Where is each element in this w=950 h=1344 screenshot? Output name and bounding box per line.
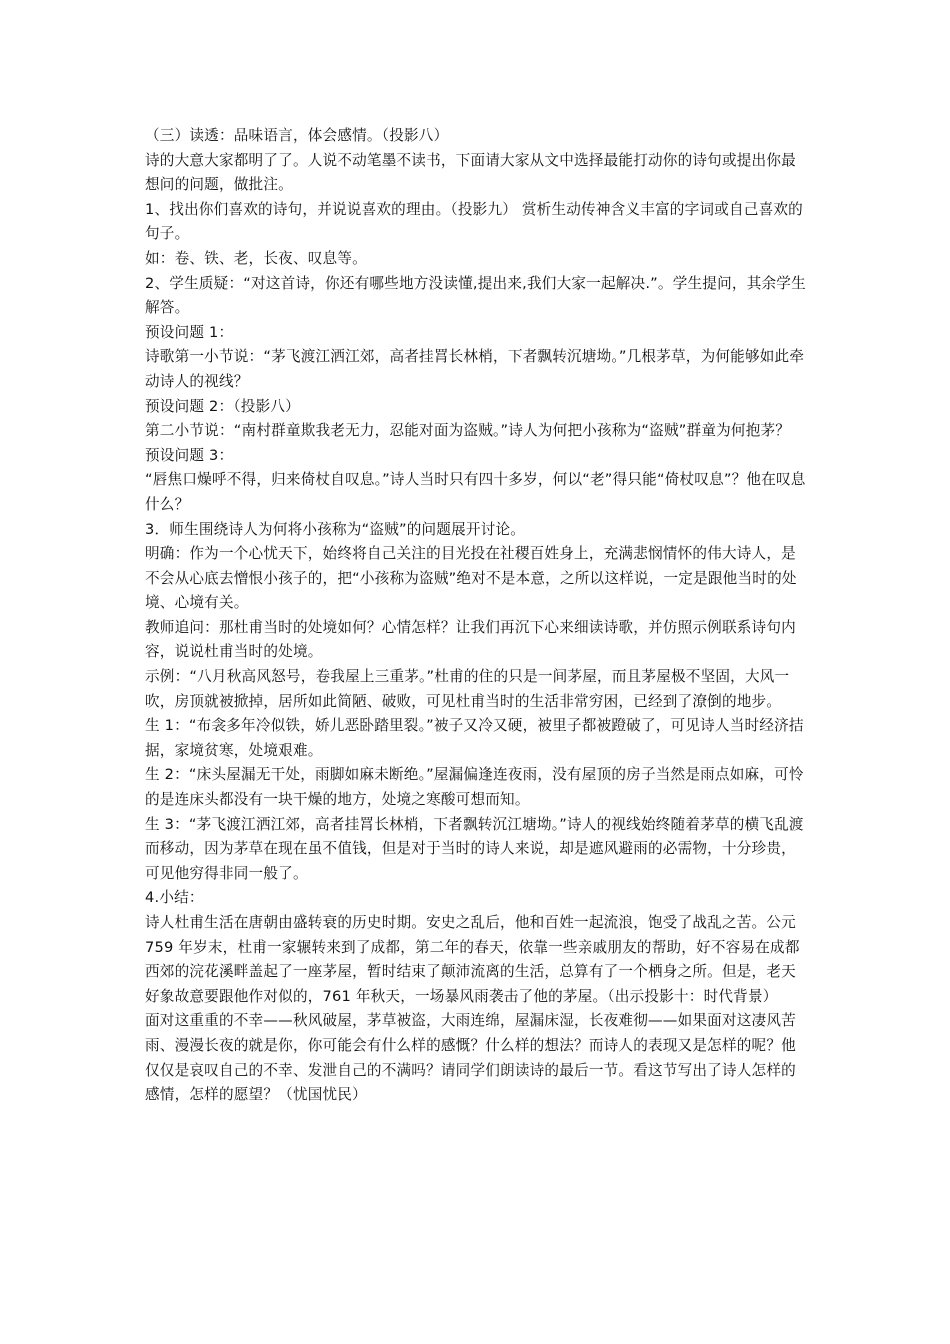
paragraph: 面对这重重的不幸——秋风破屋，茅草被盗，大雨连绵，屋漏床湿，长夜难彻——如果面对这凄风苦雨、漫漫长夜的就是你，你可能会有什么样的感慨？什么样的想法？而诗人的表现又是怎样的呢？他仅仅是哀叹自己的不幸、发泄自己的不满吗？请同学们朗读诗的最后一节。看这节写出了诗人怎样的感情，怎样的愿望？（忧国忧民） <box>145 1012 796 1104</box>
paragraph: 2、学生质疑：“对这首诗，你还有哪些地方没读懂,提出来,我们大家一起解决.”。学生提问，其余学生解答。 <box>145 274 806 317</box>
question-label: 预设问题 2：（投影八） <box>145 397 300 415</box>
section-heading: （三）读透：品味语言，体会感情。（投影八） <box>145 127 449 144</box>
summary-heading: 4.小结： <box>145 889 204 907</box>
paragraph: 如：卷、铁、老，长夜、叹息等。 <box>145 249 367 267</box>
paragraph: 诗人杜甫生活在唐朝由盛转衰的历史时期。安史之乱后，他和百姓一起流浪，饱受了战乱之苦。公元 759 年岁末，杜甫一家辗转来到了成都，第二年的春天，依靠一些亲戚朋友的帮助，好不容易在成都 <box>145 914 801 956</box>
paragraph: 生 2：“床头屋漏无干处，雨脚如麻未断绝。”屋漏偏逢连夜雨，没有屋顶的房子当然是雨点如麻，可怜的是连床头都没有一块干燥的地方，处境之寒酸可想而知。 <box>145 766 804 809</box>
paragraph: 西郊的浣花溪畔盖起了一座茅屋，暂时结束了颠沛流离的生活，总算有了一个栖身之所。但是，老天好象故意要跟他作对似的，761 年秋天，一场暴风雨袭击了他的茅屋。（出示投影十：时代背景） <box>145 963 796 1005</box>
document-page <box>145 124 807 1108</box>
question-label: 预设问题 1： <box>145 323 234 341</box>
paragraph: 教师追问：那杜甫当时的处境如何？心情怎样？让我们再沉下心来细读诗歌，并仿照示例联系诗句内容，说说杜甫当时的处境。 <box>145 618 796 661</box>
paragraph: 生 3：“茅飞渡江洒江郊，高者挂罥长林梢，下者飘转沉江塘坳。”诗人的视线始终随着茅草的横飞乱渡而移动，因为茅草在现在虽不值钱，但是对于当时的诗人来说，却是遮风避雨的必需物，十分珍贵，可见他穷得非同一般了。 <box>145 815 804 882</box>
paragraph: 1、找出你们喜欢的诗句，并说说喜欢的理由。（投影九） 赏析生动传神含义丰富的字词或自己喜欢的句子。 <box>145 200 803 243</box>
paragraph: 诗的大意大家都明了了。人说不动笔墨不读书，下面请大家从文中选择最能打动你的诗句或提出你最想问的问题，做批注。 <box>145 151 796 194</box>
paragraph: 诗歌第一小节说：“茅飞渡江洒江郊，高者挂罥长林梢，下者飘转沉塘坳。”几根茅草，为何能够如此牵动诗人的视线？ <box>145 348 805 390</box>
paragraph: 明确：作为一个心忧天下，始终将自己关注的目光投在社稷百姓身上，充满悲悯情怀的伟大诗人，是不会从心底去憎恨小孩子的，把“小孩称为盗贼”绝对不是本意，之所以这样说，一定是跟他当时的处境、心境有关。 <box>145 545 797 612</box>
paragraph: 生 1：“布衾多年冷似铁，娇儿恶卧踏里裂。”被子又冷又硬，被里子都被蹬破了，可见诗人当时经济拮据，家境贫寒，处境艰难。 <box>145 717 804 759</box>
question-label: 预设问题 3： <box>145 446 234 464</box>
paragraph: 第二小节说：“南村群童欺我老无力，忍能对面为盗贼。”诗人为何把小孩称为“盗贼”群童为何抱茅？ <box>145 422 791 440</box>
paragraph: “唇焦口燥呼不得，归来倚杖自叹息。”诗人当时只有四十多岁，何以“老”得只能“倚杖叹息”？他在叹息什么？ <box>145 471 806 513</box>
paragraph: 示例：“八月秋高风怒号，卷我屋上三重茅。”杜甫的住的只是一间茅屋，而且茅屋极不坚固，大风一吹，房顶就被掀掉，居所如此简陋、破败，可见杜甫当时的生活非常穷困，已经到了潦倒的地步。 <box>145 668 790 710</box>
paragraph: 3．师生围绕诗人为何将小孩称为“盗贼”的问题展开讨论。 <box>145 520 526 538</box>
